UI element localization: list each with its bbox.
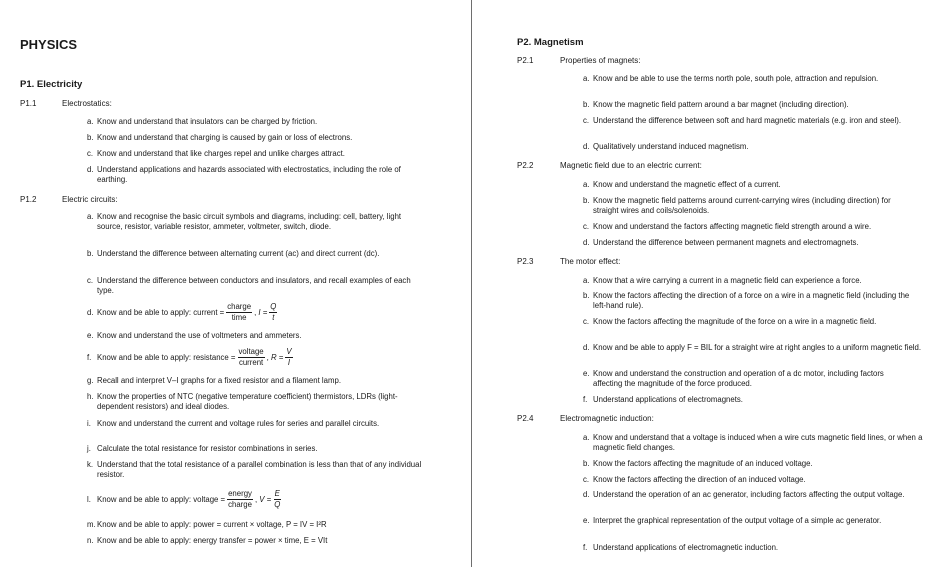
- topic-name: The motor effect:: [560, 257, 621, 266]
- list-item: i. Know and understand the current and voltage rules for series and parallel circuits.: [87, 419, 380, 428]
- list-item: a. Know and be able to use the terms north pole, south pole, attraction and repulsion.: [583, 74, 879, 83]
- topic-name: Magnetic field due to an electric current:: [560, 161, 702, 170]
- topic-code: P2.2: [517, 161, 534, 170]
- list-item: c. Understand the difference between soft and hard magnetic materials (e.g. iron and steel).: [583, 116, 902, 125]
- topic-name: Electrostatics:: [62, 99, 112, 108]
- fraction: $\frac{E}{Q}$: [274, 489, 281, 509]
- topic-code: P2.4: [517, 414, 534, 423]
- formula-item-current: d. Know and be able to apply: current = $\frac{\text{charge}}{\text{time}}$ , I = $\frac{Q}{t}$: [87, 302, 277, 322]
- list-item: a. Know and understand that a voltage is induced when a wire cuts magnetic field lines, or when a magnetic field changes.: [583, 433, 923, 452]
- list-item: d. Understand applications and hazards associated with electrostatics, including the role of earthing.: [87, 165, 401, 184]
- list-item: m. Know and be able to apply: power = current × voltage, P = IV = I²R: [87, 520, 327, 529]
- list-item: b. Know and understand that charging is caused by gain or loss of electrons.: [87, 133, 353, 142]
- list-item: e. Know and understand the use of voltmeters and ammeters.: [87, 331, 302, 340]
- list-item: n. Know and be able to apply: energy transfer = power × time, E = VIt: [87, 536, 328, 545]
- list-item: c. Know the factors affecting the direction of an induced voltage.: [583, 475, 806, 484]
- formula-item-voltage: l. Know and be able to apply: voltage = $\frac{\text{energy}}{\text{charge}}$ , V = $\frac{E}{Q}$: [87, 489, 281, 509]
- section-title-magnetism: P2. Magnetism: [517, 37, 584, 48]
- right-page: [472, 0, 940, 567]
- list-item: b. Know the factors affecting the magnitude of an induced voltage.: [583, 459, 813, 468]
- list-item: d. Qualitatively understand induced magnetism.: [583, 142, 749, 151]
- list-item: b. Know the factors affecting the direction of a force on a wire in a magnetic field (including the left-hand rule).: [583, 291, 910, 310]
- topic-name: Electromagnetic induction:: [560, 414, 654, 423]
- list-item: c. Know and understand that like charges repel and unlike charges attract.: [87, 149, 345, 158]
- list-item: b. Understand the difference between alternating current (ac) and direct current (dc).: [87, 249, 380, 258]
- topic-name: Electric circuits:: [62, 195, 118, 204]
- list-item: g. Recall and interpret V–I graphs for a fixed resistor and a filament lamp.: [87, 376, 341, 385]
- fraction: $\frac{V}{I}$: [286, 347, 292, 367]
- list-item: j. Calculate the total resistance for resistor combinations in series.: [87, 444, 318, 453]
- list-item: c. Understand the difference between conductors and insulators, and recall examples of each type.: [87, 276, 411, 295]
- topic-code: P2.3: [517, 257, 534, 266]
- list-item: d. Understand the operation of an ac generator, including factors affecting the output voltage.: [583, 490, 905, 499]
- list-item: d. Know and be able to apply F = BIL for a straight wire at right angles to a uniform magnetic field.: [583, 343, 922, 352]
- list-item: e. Interpret the graphical representation of the output voltage of a simple ac generator.: [583, 516, 882, 525]
- topic-code: P1.2: [20, 195, 37, 204]
- list-item: c. Know the factors affecting the magnitude of the force on a wire in a magnetic field.: [583, 317, 877, 326]
- fraction: $\frac{Q}{t}$: [270, 302, 277, 322]
- list-item: f. Understand applications of electromagnets.: [583, 395, 743, 404]
- fraction: $\frac{\text{energy}}{\text{charge}}$: [228, 489, 252, 509]
- list-item: f. Understand applications of electromagnetic induction.: [583, 543, 779, 552]
- list-item: d. Understand the difference between permanent magnets and electromagnets.: [583, 238, 859, 247]
- list-item: h. Know the properties of NTC (negative temperature coefficient) thermistors, LDRs (light-dependent resistors) and ideal diodes.: [87, 392, 398, 411]
- list-item: k. Understand that the total resistance of a parallel combination is less than that of any individual resistor.: [87, 460, 422, 479]
- list-item: e. Know and understand the construction and operation of a dc motor, including factors affecting the magnitude of the force produced.: [583, 369, 884, 388]
- topic-code: P1.1: [20, 99, 37, 108]
- list-item: a. Know and recognise the basic circuit symbols and diagrams, including: cell, battery, light source, resistor, variable resistor, ammeter, voltmeter, switch, diode.: [87, 212, 402, 231]
- list-item: b. Know the magnetic field patterns around current-carrying wires (including direction) for straight wires and coils/solenoids.: [583, 196, 891, 215]
- list-item: c. Know and understand the factors affecting magnetic field strength around a wire.: [583, 222, 872, 231]
- list-item: b. Know the magnetic field pattern around a bar magnet (including direction).: [583, 100, 849, 109]
- formula-item-resistance: f. Know and be able to apply: resistance = $\frac{\text{voltage}}{\text{current}}$ , R = $\frac{V}{I}$: [87, 347, 292, 367]
- page-title: PHYSICS: [20, 37, 78, 52]
- topic-name: Properties of magnets:: [560, 56, 641, 65]
- fraction: $\frac{\text{charge}}{\text{time}}$: [227, 302, 252, 322]
- topic-code: P2.1: [517, 56, 534, 65]
- section-title-electricity: P1. Electricity: [20, 79, 83, 90]
- fraction: $\frac{\text{voltage}}{\text{current}}$: [238, 347, 264, 367]
- list-item: a. Know and understand that insulators can be charged by friction.: [87, 117, 318, 126]
- list-item: a. Know that a wire carrying a current in a magnetic field can experience a force.: [583, 276, 862, 285]
- list-item: a. Know and understand the magnetic effect of a current.: [583, 180, 781, 189]
